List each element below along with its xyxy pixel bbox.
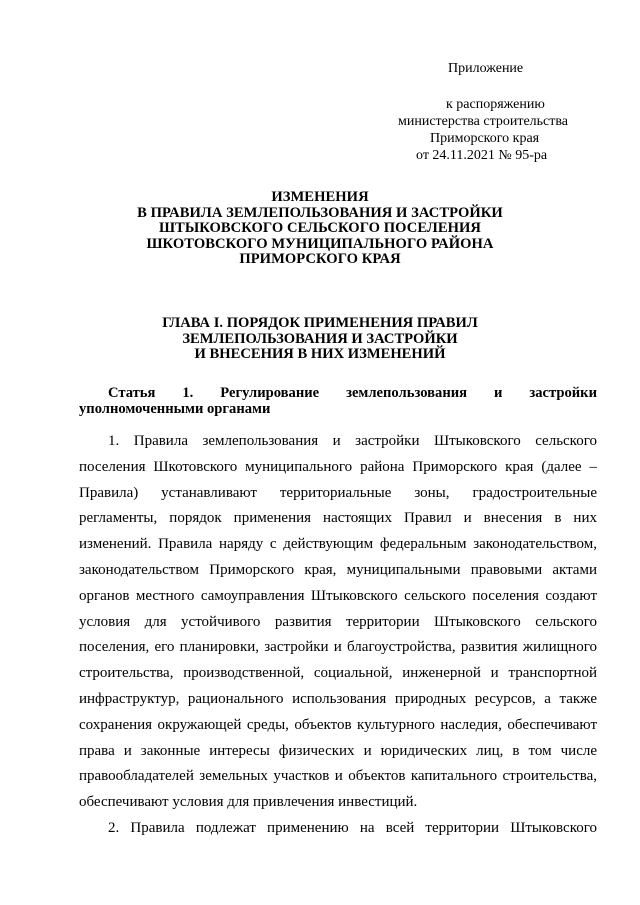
title-line: ПРИМОРСКОГО КРАЯ (239, 251, 401, 268)
title-line: ИЗМЕНЕНИЯ (271, 189, 369, 205)
appendix-line: к распоряжению (446, 97, 545, 112)
paragraph-line: инфраструктур, рационального использования природных ресурсов, а также (79, 690, 597, 707)
paragraph-line: 1. Правила землепользования и застройки Штыковского сельского (108, 433, 597, 449)
paragraph-line: органов местного самоуправления Штыковского сельского поселения создают (79, 587, 597, 604)
paragraph-line: регламенты, порядок применения настоящих Правил и внесения в них (79, 510, 597, 527)
paragraph-line: обеспечивают условия для привлечения инвестиций. (79, 794, 418, 811)
paragraph-line: правообладателей земельных участков и объектов капитального строительства, (79, 768, 597, 785)
appendix-label: Приложение (448, 61, 524, 76)
paragraph-line: строительства, производственной, социальной, инженерной и транспортной (79, 665, 597, 682)
chapter-line: ЗЕМЛЕПОЛЬЗОВАНИЯ И ЗАСТРОЙКИ (182, 330, 458, 347)
appendix-line: министерства строительства (398, 114, 569, 129)
paragraph-line: поселения Шкотовского муниципального района Приморского края (далее – (79, 458, 597, 475)
chapter-line: ГЛАВА I. ПОРЯДОК ПРИМЕНЕНИЯ ПРАВИЛ (162, 315, 478, 331)
paragraph-line: права и законные интересы физических и юридических лиц, в том числе (79, 742, 597, 759)
appendix-date-number: от 24.11.2021 № 95-ра (416, 148, 548, 163)
title-line: В ПРАВИЛА ЗЕМЛЕПОЛЬЗОВАНИЯ И ЗАСТРОЙКИ (137, 204, 503, 221)
title-line: ШТЫКОВСКОГО СЕЛЬСКОГО ПОСЕЛЕНИЯ (158, 220, 482, 237)
document-title (100, 190, 540, 268)
article-body (79, 429, 597, 842)
paragraph-line: изменений. Правила наряду с действующим федеральным законодательством, (79, 536, 597, 553)
paragraph-line: Правила) устанавливают территориальные зоны, градостроительные (79, 484, 597, 501)
article-line: Статья 1. Регулирование землепользования и застройки (108, 385, 597, 401)
chapter-line: И ВНЕСЕНИЯ В НИХ ИЗМЕНЕНИЙ (194, 346, 446, 363)
paragraph-line: законодательством Приморского края, муниципальными правовыми актами (79, 561, 597, 578)
article-line: уполномоченными органами (79, 400, 271, 417)
chapter-heading (120, 316, 520, 363)
paragraph-line: условия для устойчивого развития территории Штыковского сельского (79, 613, 597, 630)
title-line: ШКОТОВСКОГО МУНИЦИПАЛЬНОГО РАЙОНА (146, 235, 494, 252)
paragraph-line: поселения, его планировки, застройки и благоустройства, развития жилищного (79, 639, 597, 656)
paragraph-line: 2. Правила подлежат применению на всей территории Штыковского (108, 819, 597, 836)
article-heading (79, 386, 597, 417)
appendix-line: Приморского края (430, 131, 540, 146)
paragraph-line: сохранения окружающей среды, объектов культурного наследия, обеспечивают (79, 716, 597, 733)
